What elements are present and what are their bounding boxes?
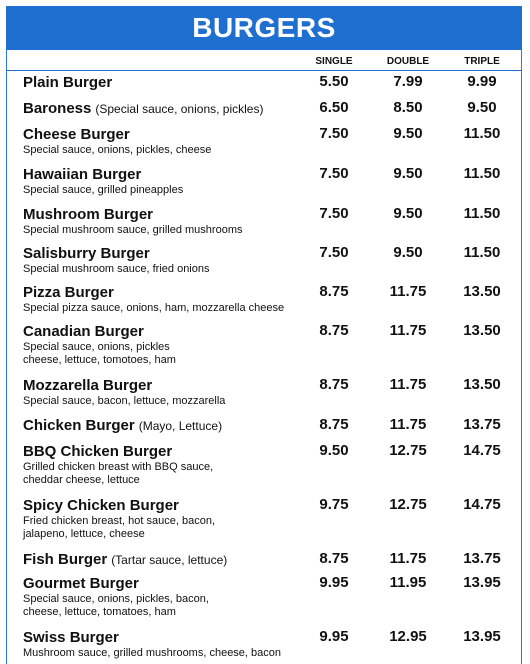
price-triple: 14.75 — [463, 496, 501, 513]
price-triple: 9.50 — [467, 99, 497, 116]
price-double: 8.50 — [393, 99, 423, 116]
price-single: 7.50 — [319, 205, 349, 222]
item-text — [23, 629, 315, 660]
price-single: 8.75 — [319, 283, 349, 300]
item-name: Spicy Chicken Burger — [23, 497, 179, 514]
price-triple: 13.50 — [463, 376, 501, 393]
item-description: Mushroom sauce, grilled mushrooms, cheese, bacon — [23, 647, 282, 659]
price-triple: 14.75 — [463, 442, 501, 459]
price-double: 11.75 — [389, 550, 427, 567]
price-double: 11.75 — [389, 283, 427, 300]
item-description: Fried chicken breast, hot sauce, bacon, jalapeno, lettuce, cheese — [23, 515, 215, 540]
item-name: Baroness — [23, 100, 92, 117]
item-text — [23, 126, 315, 157]
item-name: Gourmet Burger — [23, 575, 139, 592]
item-text — [23, 166, 315, 197]
item-description: Special pizza sauce, onions, ham, mozzarella cheese — [23, 302, 285, 314]
menu-title: BURGERS — [6, 6, 522, 50]
item-name: Chicken Burger — [23, 417, 135, 434]
price-triple: 11.50 — [463, 125, 501, 142]
price-single: 7.50 — [319, 244, 349, 261]
item-name: Cheese Burger — [23, 126, 130, 143]
price-single: 8.75 — [319, 416, 349, 433]
item-description: Special sauce, grilled pineapples — [23, 184, 184, 196]
price-single: 9.50 — [319, 442, 349, 459]
item-text — [23, 206, 315, 237]
price-double: 9.50 — [393, 165, 423, 182]
item-name: Mushroom Burger — [23, 206, 154, 223]
item-name: Swiss Burger — [23, 629, 119, 646]
price-triple: 13.75 — [463, 550, 501, 567]
price-single: 9.95 — [319, 574, 349, 591]
item-text — [23, 443, 315, 487]
item-text — [23, 575, 315, 619]
price-single: 5.50 — [319, 73, 349, 90]
item-description: Grilled chicken breast with BBQ sauce, cheddar cheese, lettuce — [23, 461, 214, 486]
price-triple: 13.50 — [463, 322, 501, 339]
item-text — [23, 377, 315, 408]
price-double: 9.50 — [393, 205, 423, 222]
item-name: BBQ Chicken Burger — [23, 443, 173, 460]
item-description: Special mushroom sauce, fried onions — [23, 263, 210, 275]
item-inline-description: (Mayo, Lettuce) — [138, 419, 223, 433]
item-text — [23, 74, 315, 92]
item-text — [23, 497, 315, 541]
item-text — [23, 323, 315, 367]
price-single: 6.50 — [319, 99, 349, 116]
price-double: 12.75 — [389, 496, 427, 513]
price-double: 11.75 — [389, 416, 427, 433]
item-text — [23, 417, 315, 435]
item-description: Special sauce, onions, pickles, bacon, cheese, lettuce, tomatoes, ham — [23, 593, 209, 618]
price-double: 9.50 — [393, 244, 423, 261]
item-name: Plain Burger — [23, 74, 113, 91]
header-triple: TRIPLE — [464, 56, 500, 67]
price-triple: 13.95 — [463, 628, 501, 645]
item-text — [23, 284, 315, 315]
price-triple: 13.75 — [463, 416, 501, 433]
price-triple: 11.50 — [463, 244, 501, 261]
price-double: 11.75 — [389, 322, 427, 339]
price-double: 12.75 — [389, 442, 427, 459]
price-triple: 13.95 — [463, 574, 501, 591]
price-single: 7.50 — [319, 125, 349, 142]
price-single: 8.75 — [319, 550, 349, 567]
item-text — [23, 100, 315, 118]
item-text — [23, 551, 315, 569]
item-description: Special sauce, onions, pickles cheese, lettuce, tomotoes, ham — [23, 341, 176, 366]
item-name: Fish Burger — [23, 551, 108, 568]
price-single: 8.75 — [319, 322, 349, 339]
item-text — [23, 245, 315, 276]
price-double: 12.95 — [389, 628, 427, 645]
price-single: 8.75 — [319, 376, 349, 393]
header-single: SINGLE — [315, 56, 353, 67]
price-double: 11.75 — [389, 376, 427, 393]
item-name: Salisburry Burger — [23, 245, 150, 262]
price-triple: 11.50 — [463, 205, 501, 222]
item-description: Special mushroom sauce, grilled mushrooms — [23, 224, 243, 236]
price-double: 11.95 — [389, 574, 427, 591]
item-name: Mozzarella Burger — [23, 377, 153, 394]
item-name: Canadian Burger — [23, 323, 144, 340]
header-double: DOUBLE — [386, 56, 430, 67]
price-double: 9.50 — [393, 125, 423, 142]
item-description: Special sauce, onions, pickles, cheese — [23, 144, 212, 156]
price-double: 7.99 — [393, 73, 423, 90]
item-description: Special sauce, bacon, lettuce, mozzarella — [23, 395, 226, 407]
header-divider — [7, 70, 521, 71]
price-single: 9.75 — [319, 496, 349, 513]
item-inline-description: (Special sauce, onions, pickles) — [95, 102, 264, 116]
price-single: 7.50 — [319, 165, 349, 182]
item-inline-description: (Tartar sauce, lettuce) — [111, 553, 228, 567]
price-triple: 11.50 — [463, 165, 501, 182]
price-triple: 13.50 — [463, 283, 501, 300]
price-single: 9.95 — [319, 628, 349, 645]
item-name: Pizza Burger — [23, 284, 114, 301]
burger-menu — [6, 6, 522, 664]
price-triple: 9.99 — [467, 73, 497, 90]
item-name: Hawaiian Burger — [23, 166, 142, 183]
